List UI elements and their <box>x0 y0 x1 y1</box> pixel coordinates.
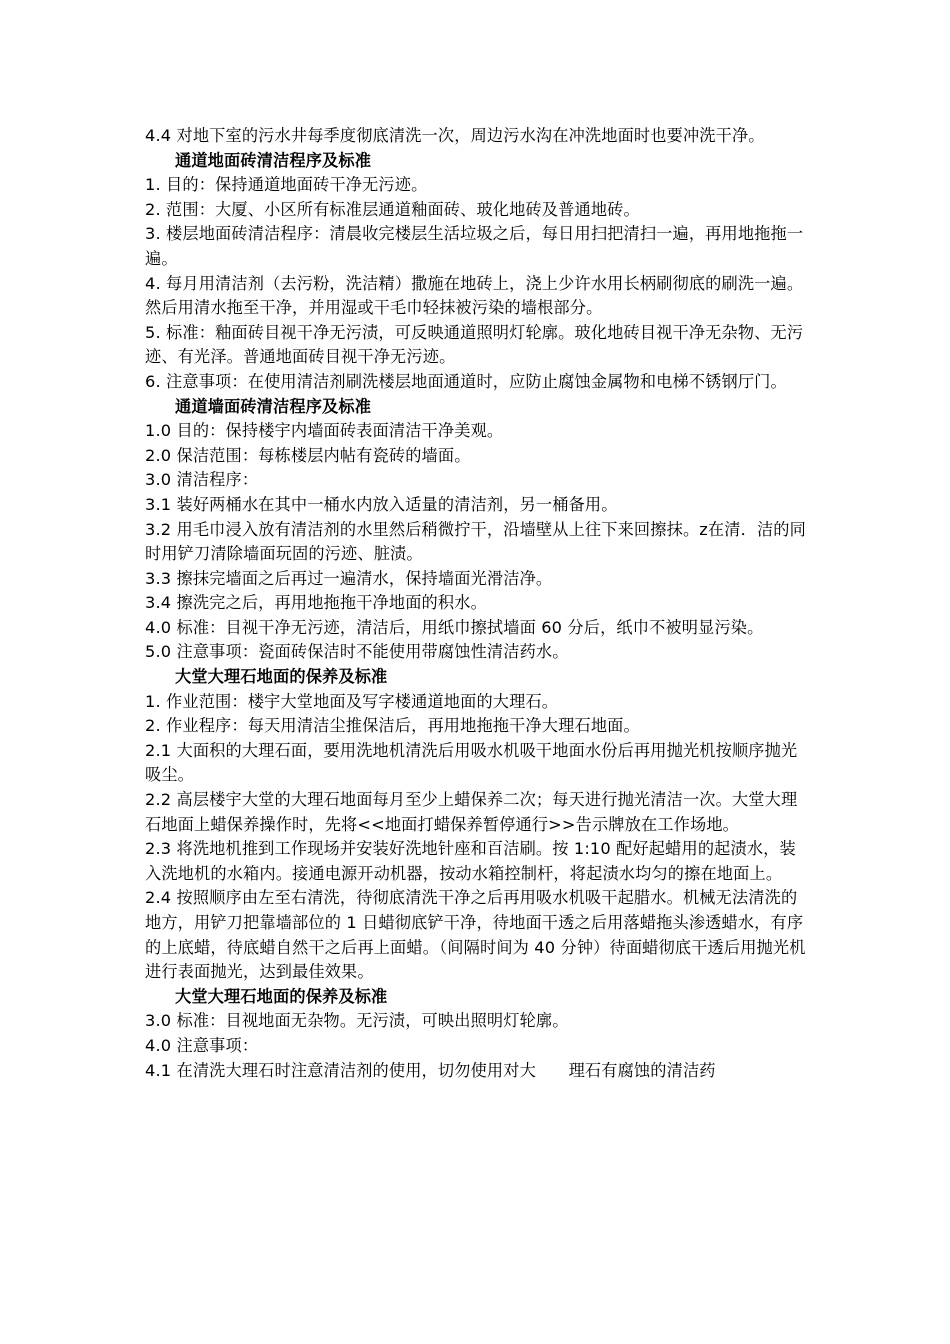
paragraph: 4. 每月用清洁剂（去污粉，洗洁精）撒施在地砖上，浇上少许水用长柄刷彻底的刷洗一遍。然后用清水拖至干净，并用湿或干毛巾轻抹被污染的墙根部分。 <box>145 273 804 318</box>
paragraph: 2.4 按照顺序由左至右清洗，待彻底清洗干净之后再用吸水机吸干起腊水。机械无法清洗的地方，用铲刀把靠墙部位的 1 日蜡彻底铲干净，待地面干透之后用落蜡拖头渗透蜡水，有序的上底蜡，待底蜡自然干之后再上面蜡。（间隔时间为 40 分钟）待面蜡彻底干透后用抛光机进行表面抛光，达到最佳效果。 <box>145 888 806 982</box>
paragraph: 2.3 将洗地机推到工作现场并安装好洗地针座和百洁刷。按 1:10 配好起蜡用的起渍水，装入洗地机的水箱内。接通电源开动机器，按动水箱控制杆，将起渍水均匀的擦在地面上。 <box>145 839 796 883</box>
paragraph: 2.0 保洁范围：每栋楼层内帖有瓷砖的墙面。 <box>145 445 471 465</box>
section-heading: 大堂大理石地面的保养及标准 <box>175 986 388 1006</box>
paragraph: 3.0 标准：目视地面无杂物。无污渍，可映出照明灯轮廓。 <box>145 1011 569 1031</box>
paragraph: 5. 标准：釉面砖目视干净无污渍，可反映通道照明灯轮廓。玻化地砖目视干净无杂物、无污迹、有光泽。普通地面砖目视干净无污迹。 <box>145 322 804 367</box>
paragraph: 4.1 在清洗大理石时注意清洁剂的使用，切勿使用对大 理石有腐蚀的清洁药 <box>145 1060 716 1080</box>
paragraph: 3.3 擦抹完墙面之后再过一遍清水，保持墙面光滑洁净。 <box>145 568 553 588</box>
section-heading: 通道墙面砖清洁程序及标准 <box>175 396 372 416</box>
paragraph: 4.4 对地下室的污水井每季度彻底清洗一次，周边污水沟在冲洗地面时也要冲洗干净。 <box>145 126 765 145</box>
paragraph: 1. 作业范围：楼宇大堂地面及写字楼通道地面的大理石。 <box>145 691 559 711</box>
paragraph: 3. 楼层地面砖清洁程序：清晨收完楼层生活垃圾之后，每日用扫把清扫一遍，再用地拖拖一遍。 <box>145 224 804 268</box>
paragraph: 5.0 注意事项：瓷面砖保洁时不能使用带腐蚀性清洁药水。 <box>145 642 569 662</box>
paragraph: 3.4 擦洗完之后，再用地拖拖干净地面的积水。 <box>145 593 487 613</box>
paragraph: 4.0 标准：目视干净无污迹，清洁后，用纸巾擦拭墙面 60 分后，纸巾不被明显污染。 <box>145 617 764 637</box>
paragraph: 3.1 装好两桶水在其中一桶水内放入适量的清洁剂，另一桶备用。 <box>145 494 618 514</box>
paragraph: 2.1 大面积的大理石面，要用洗地机清洗后用吸水机吸干地面水份后再用抛光机按顺序抛光吸尘。 <box>145 740 798 785</box>
paragraph: 1.0 目的：保持楼宇内墙面砖表面清洁干净美观。 <box>145 421 504 441</box>
paragraph: 3.0 清洁程序： <box>145 470 259 490</box>
section-heading: 通道地面砖清洁程序及标准 <box>175 150 372 170</box>
paragraph: 6. 注意事项：在使用清洁剂刷洗楼层地面通道时，应防止腐蚀金属物和电梯不锈钢厅门。 <box>145 371 787 391</box>
document-page <box>145 124 810 1083</box>
paragraph: 2. 范围：大厦、小区所有标准层通道釉面砖、玻化地砖及普通地砖。 <box>145 199 640 219</box>
section-heading: 大堂大理石地面的保养及标准 <box>175 667 388 687</box>
paragraph: 2. 作业程序：每天用清洁尘推保洁后，再用地拖拖干净大理石地面。 <box>145 716 640 736</box>
paragraph: 2.2 高层楼宇大堂的大理石地面每月至少上蜡保养二次；每天进行抛光清洁一次。大堂大理石地面上蜡保养操作时，先将<<地面打蜡保养暂停通行>>告示牌放在工作场地。 <box>145 790 798 834</box>
paragraph: 3.2 用毛巾浸入放有清洁剂的水里然后稍微拧干，沿墙壁从上往下来回擦抹。z在清．洁的同时用铲刀清除墙面玩固的污迹、脏渍。 <box>145 519 806 564</box>
paragraph: 4.0 注意事项： <box>145 1035 259 1055</box>
paragraph: 1. 目的：保持通道地面砖干净无污迹。 <box>145 175 428 195</box>
